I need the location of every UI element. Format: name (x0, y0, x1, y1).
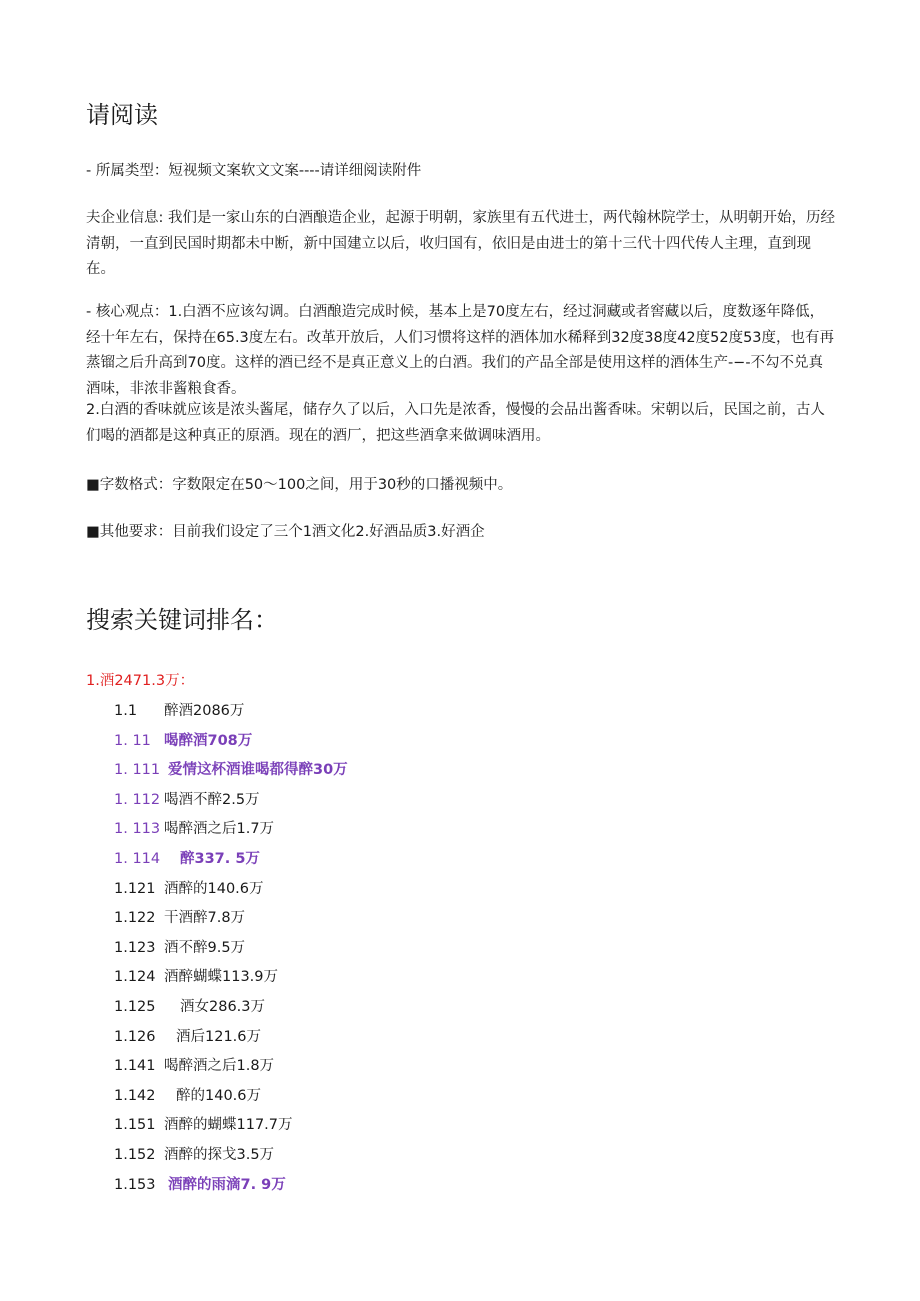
keyword-item (114, 1143, 714, 1173)
keyword-text: 酒女286.3万 (180, 998, 266, 1015)
keyword-number: 1.125 (114, 998, 156, 1015)
keyword-number: 1.123 (114, 939, 156, 956)
keyword-item (114, 729, 714, 759)
keyword-number: 1. 112 (114, 791, 161, 808)
keyword-ranking-title: 搜索关键词排名： (86, 606, 278, 634)
keyword-item (114, 1054, 714, 1084)
keyword-item (114, 817, 714, 847)
keyword-item (114, 788, 714, 818)
page-title: 请阅读 (86, 101, 158, 129)
keyword-text: 酒醉的蝴蝶117.7万 (164, 1117, 293, 1134)
keyword-text: 醉的140.6万 (176, 1087, 262, 1104)
keyword-number: 1.1 (114, 703, 138, 719)
keyword-list (114, 699, 714, 1202)
keyword-number: 1.126 (114, 1028, 156, 1045)
keyword-item (114, 936, 714, 966)
type-line: - 所属类型：短视频文案软文文案----请详细阅读附件 (86, 163, 422, 179)
keyword-item (114, 965, 714, 995)
company-info: 夫企业信息: 我们是一家山东的白酒酿造企业，起源于明朝，家族里有五代进士，两代翰林院学士，从明朝开始，历经清朝，一直到民国时期都未中断，新中国建立以后，收归国有，依旧是由进士的第十三代十四代传人主理，直到现在。 (86, 210, 835, 277)
keyword-number: 1.153 (114, 1176, 156, 1193)
keyword-number: 1.151 (114, 1117, 156, 1134)
keyword-number: 1. 11 (114, 732, 151, 749)
keyword-number: 1.141 (114, 1058, 156, 1075)
keyword-text: 醉337. 5万 (180, 850, 260, 867)
keyword-text: 醉酒2086万 (164, 703, 245, 719)
keyword-text: 酒醉的140.6万 (164, 880, 264, 897)
keyword-number: 1.121 (114, 880, 156, 897)
keyword-item (114, 906, 714, 936)
keyword-text: 酒不醉9.5万 (164, 939, 246, 956)
keyword-text: 爱情这杯酒谁喝都得醉30万 (168, 762, 348, 779)
keyword-item (114, 1113, 714, 1143)
keyword-item (114, 699, 714, 729)
keyword-text: 酒醉蝴蝶113.9万 (164, 969, 279, 986)
keyword-item (114, 995, 714, 1025)
keyword-item (114, 1084, 714, 1114)
other-requirements: ■其他要求：目前我们设定了三个1酒文化2.好酒品质3.好酒企 (86, 524, 485, 540)
keyword-text: 酒后121.6万 (176, 1028, 262, 1045)
keyword-text: 酒醉的探戈3.5万 (164, 1146, 275, 1163)
word-count-format: ■字数格式：字数限定在50～100之间，用于30秒的口播视频中。 (86, 477, 513, 493)
keyword-number: 1.152 (114, 1146, 156, 1163)
keyword-text: 喝醉酒之后1.7万 (164, 821, 275, 838)
keyword-number: 1.124 (114, 969, 156, 986)
keyword-text: 干酒醉7.8万 (164, 910, 246, 927)
keyword-item (114, 758, 714, 788)
keyword-number: 1.142 (114, 1087, 156, 1104)
keyword-text: 酒醉的雨滴7. 9万 (168, 1176, 286, 1193)
keyword-text: 喝酒不醉2.5万 (164, 791, 260, 808)
keyword-item (114, 877, 714, 907)
core-viewpoint: - 核心观点：1.白酒不应该勾调。白酒酿造完成时候，基本上是70度左右，经过洞藏或者窖藏以后，度数逐年降低，经十年左右，保持在65.3度左右。改革开放后，人们习惯将这样的酒体加水稀释到32度38度42度52度53度，也有再蒸镏之后升高到70度。这样的酒已经不是真正意义上的白酒。我们的产品全部是使用这样的酒体生产-−-不勾不兑真酒味，非浓非酱粮食香。 (86, 304, 835, 397)
keyword-item (114, 1173, 714, 1203)
keyword-item (114, 1025, 714, 1055)
keyword-text: 喝醉酒708万 (164, 732, 253, 749)
keyword-number: 1. 111 (114, 762, 161, 779)
keyword-number: 1. 114 (114, 850, 161, 867)
keyword-item (114, 847, 714, 877)
core-viewpoint-2: 2.白酒的香味就应该是浓头酱尾，储存久了以后，入口先是浓香，慢慢的会品出酱香味。宋朝以后，民国之前，古人们喝的酒都是这种真正的原酒。现在的酒厂，把这些酒拿来做调味酒用。 (86, 402, 825, 444)
keyword-number: 1.122 (114, 910, 156, 927)
keyword-text: 喝醉酒之后1.8万 (164, 1058, 275, 1075)
keyword-head: 1.酒2471.3万： (86, 673, 195, 689)
keyword-number: 1. 113 (114, 821, 161, 838)
